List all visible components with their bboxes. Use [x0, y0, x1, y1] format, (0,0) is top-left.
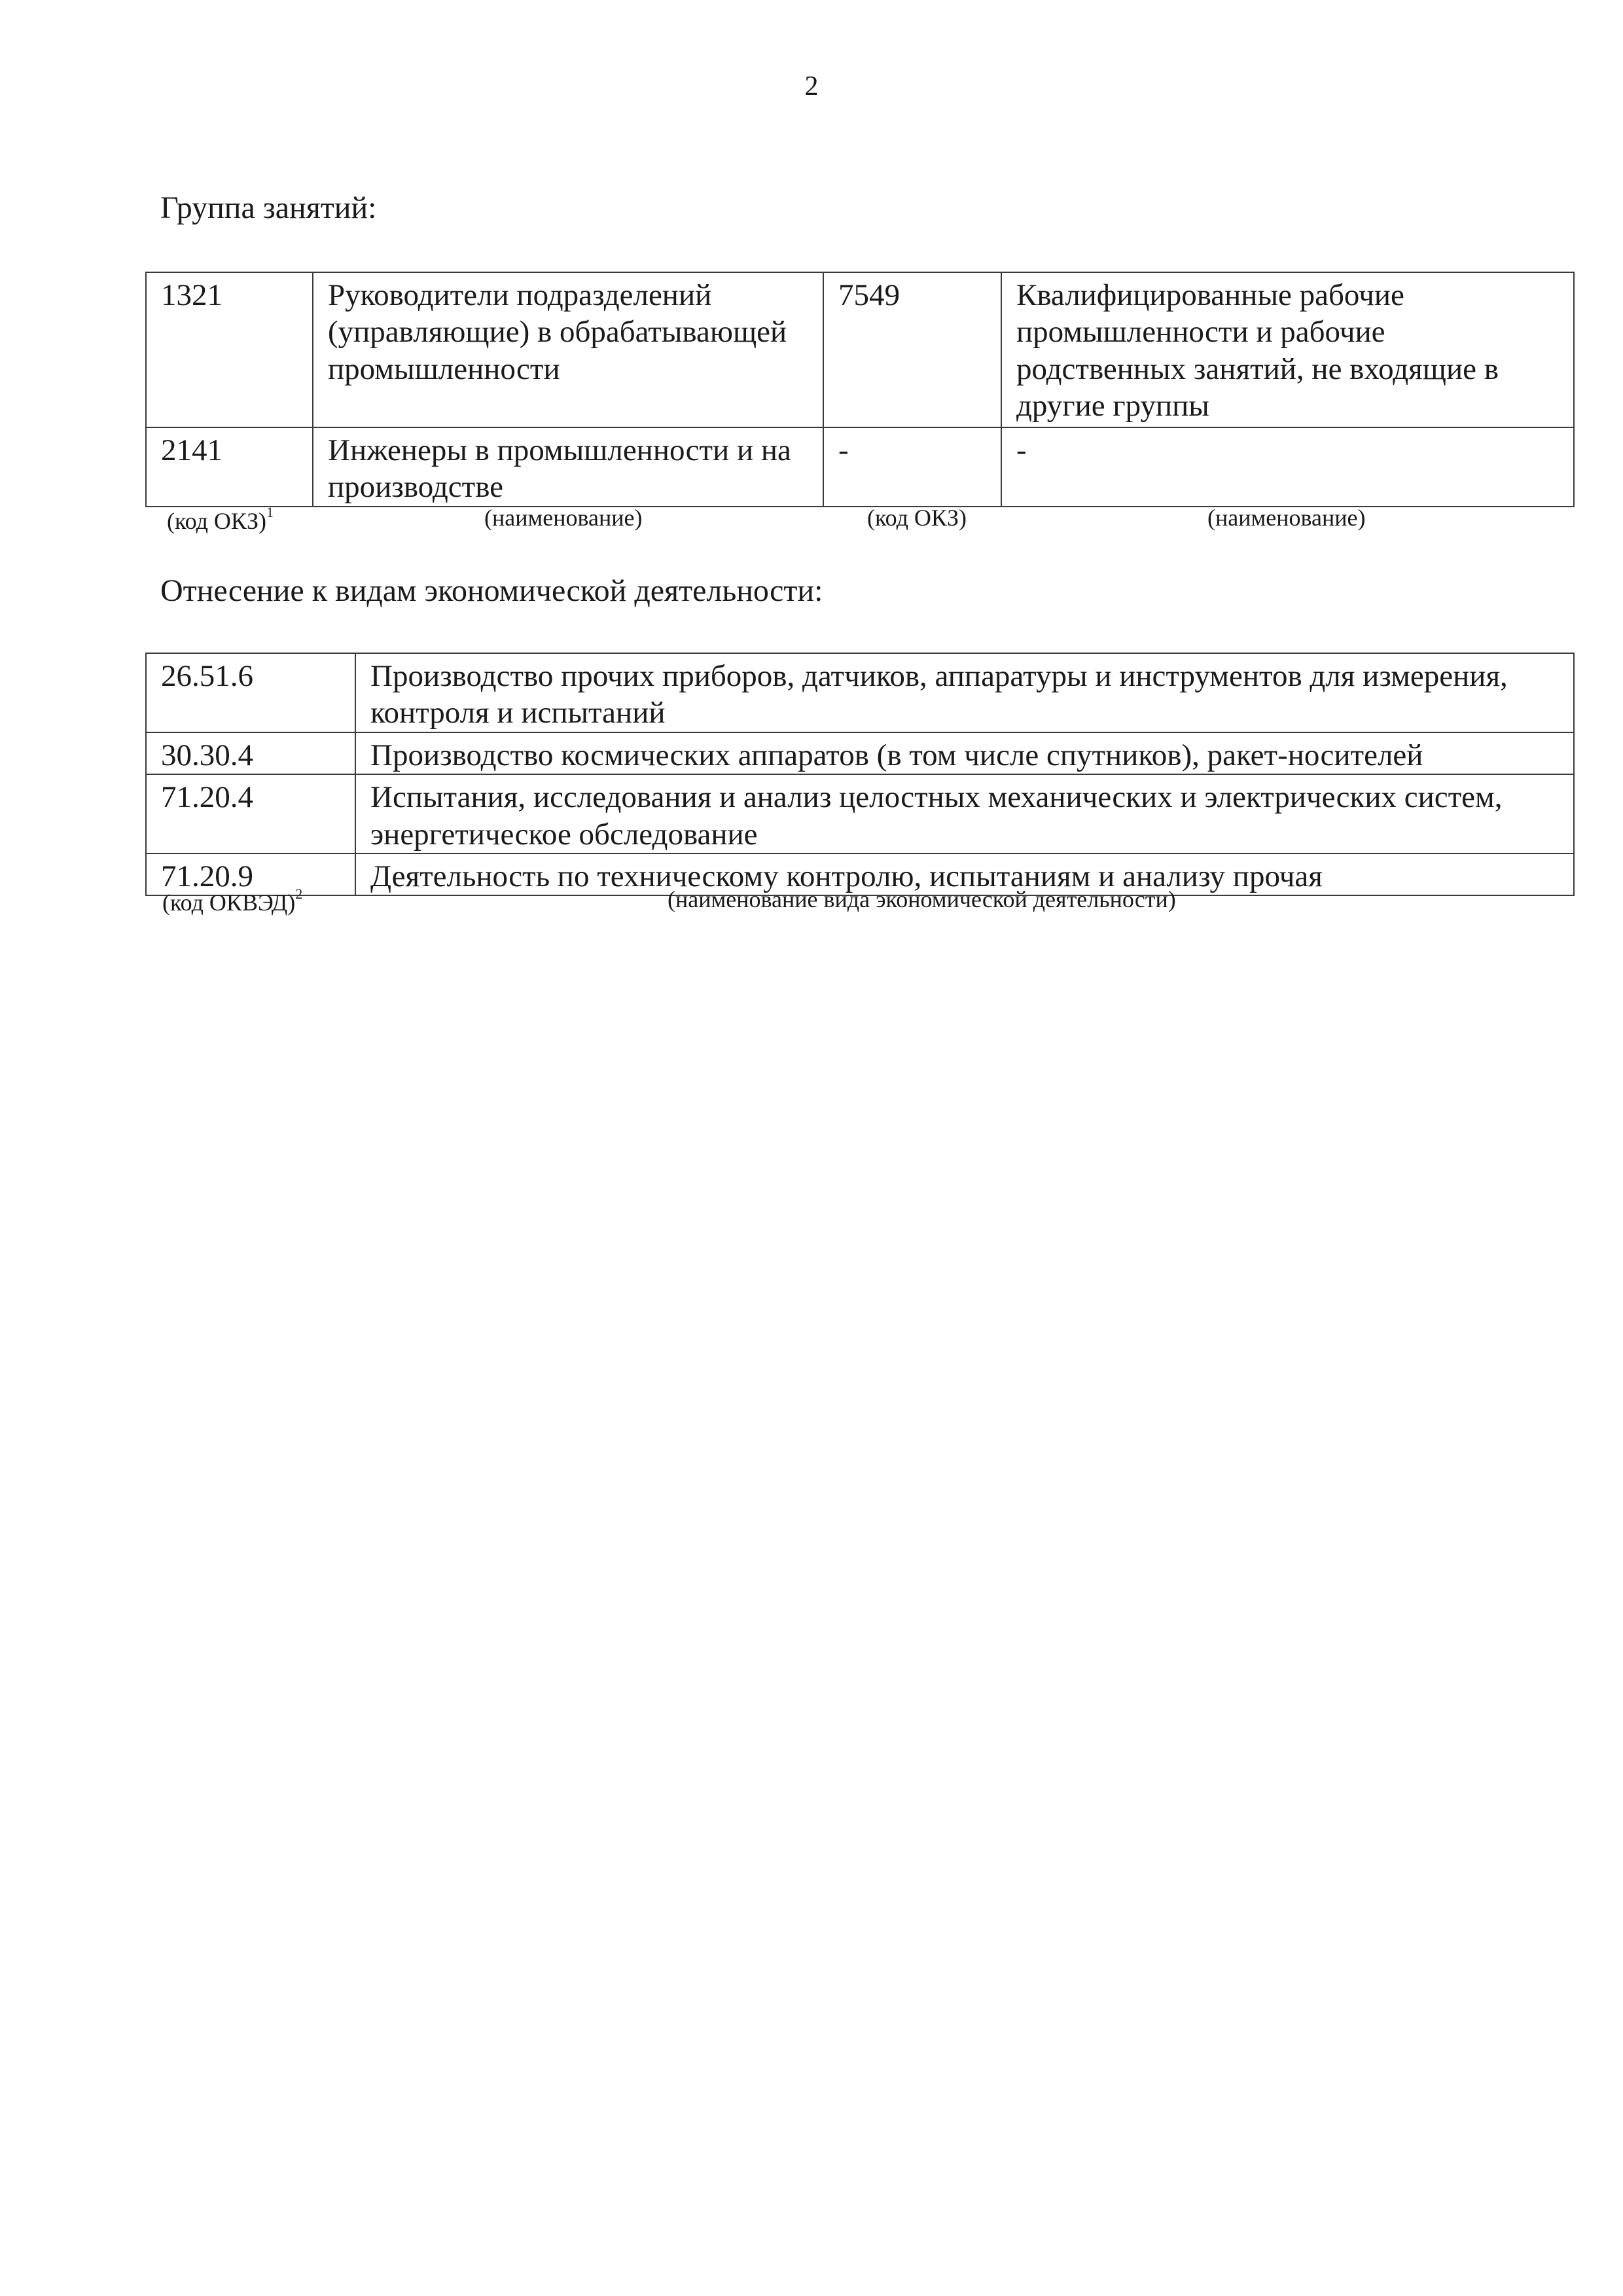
- caption-okved-code-text: (код ОКВЭД): [162, 889, 296, 916]
- okz-name-cell: -: [1001, 427, 1574, 507]
- table-row: [146, 427, 1574, 507]
- okz-code-cell: 1321: [146, 272, 313, 427]
- page-number: 2: [804, 71, 819, 101]
- table-row: [146, 272, 1574, 427]
- caption-okved-code: [162, 886, 302, 916]
- caption-okz-name: (наименование): [1207, 505, 1366, 531]
- okved-name-cell: Деятельность по техническому контролю, испытаниям и анализу прочая: [355, 853, 1574, 895]
- caption-okved-name: (наименование вида экономической деятельности): [668, 886, 1176, 912]
- table-row: [146, 732, 1574, 774]
- okved-code-cell: 30.30.4: [146, 732, 355, 774]
- footnote-mark: 2: [295, 886, 303, 902]
- table-row: [146, 653, 1574, 732]
- okved-name-cell: Производство прочих приборов, датчиков, аппаратуры и инструментов для измерения, контроля и испытаний: [355, 653, 1574, 732]
- okved-code-cell: 71.20.9: [146, 853, 355, 895]
- occupation-groups-table: [145, 272, 1575, 507]
- caption-okz-name: (наименование): [484, 505, 643, 531]
- economic-activities-title: Отнесение к видам экономической деятельности:: [160, 573, 823, 608]
- okved-code-cell: 26.51.6: [146, 653, 355, 732]
- okz-name-cell: Руководители подразделений (управляющие) в обрабатывающей промышленности: [313, 272, 823, 427]
- table-row: [146, 774, 1574, 853]
- caption-okz-code-text: (код ОКЗ): [167, 508, 266, 534]
- footnote-mark: 1: [266, 504, 274, 520]
- caption-okz-code: [167, 504, 274, 535]
- okz-name-cell: Квалифицированные рабочие промышленности и рабочие родственных занятий, не входящие в другие группы: [1001, 272, 1574, 427]
- caption-okz-code: (код ОКЗ): [867, 505, 967, 531]
- okz-code-cell: 2141: [146, 427, 313, 507]
- okved-code-cell: 71.20.4: [146, 774, 355, 853]
- okz-code-cell: 7549: [823, 272, 1001, 427]
- economic-activities-table: [145, 653, 1575, 896]
- occupation-groups-title: Группа занятий:: [160, 190, 377, 225]
- okz-name-cell: Инженеры в промышленности и на производстве: [313, 427, 823, 507]
- okved-name-cell: Производство космических аппаратов (в том числе спутников), ракет-носителей: [355, 732, 1574, 774]
- okz-code-cell: -: [823, 427, 1001, 507]
- okved-name-cell: Испытания, исследования и анализ целостных механических и электрических систем, энергетическое обследование: [355, 774, 1574, 853]
